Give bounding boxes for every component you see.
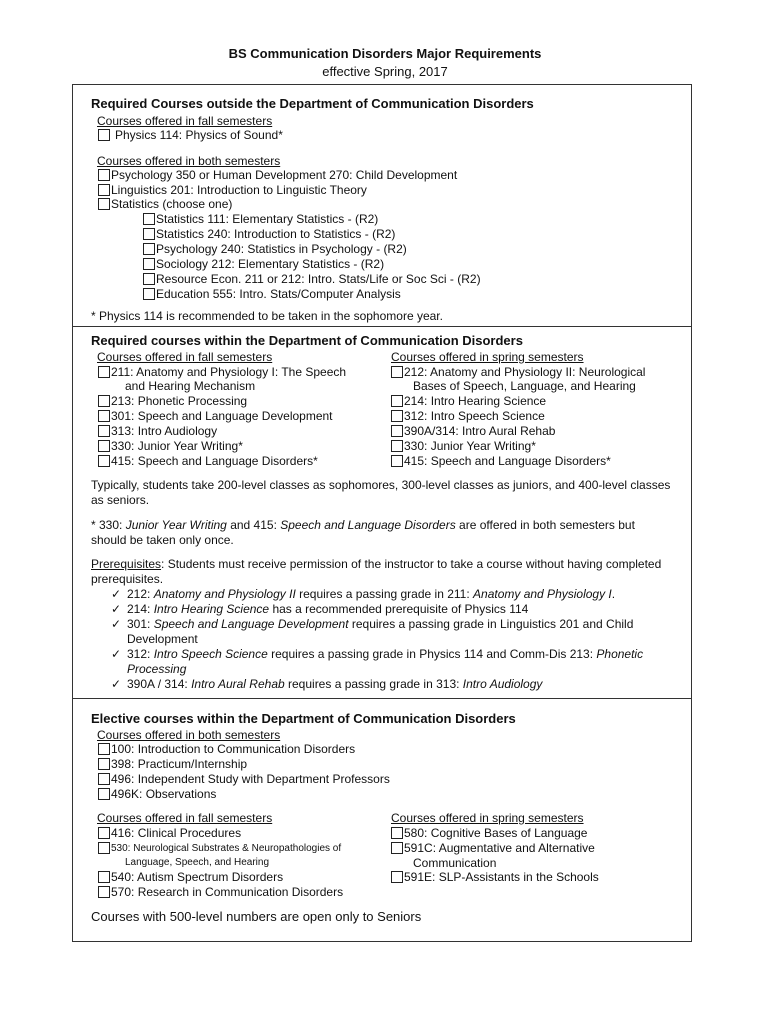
checkbox[interactable]	[143, 273, 155, 285]
checkbox[interactable]	[98, 425, 110, 437]
course-item: 580: Cognitive Bases of Language	[404, 826, 588, 840]
checkbox[interactable]	[391, 871, 403, 883]
elective-both-label: Courses offered in both semesters	[97, 728, 281, 742]
course-item: 591E: SLP-Assistants in the Schools	[404, 870, 599, 884]
course-item: 312: Intro Speech Science	[404, 409, 545, 423]
within-fall-label: Courses offered in fall semesters	[97, 350, 273, 364]
typically-note: Typically, students take 200-level classes as sophomores, 300-level classes as juniors, and 400-level classes as seniors.	[91, 478, 671, 507]
checkbox[interactable]	[143, 258, 155, 270]
course-item-cont: Language, Speech, and Hearing	[125, 857, 270, 868]
course-item: 211: Anatomy and Physiology I: The Speech	[111, 365, 347, 379]
checkbox[interactable]	[98, 184, 110, 196]
checkbox[interactable]	[391, 395, 403, 407]
checkbox[interactable]	[98, 758, 110, 770]
stats-item: Education 555: Intro. Stats/Computer Analysis	[156, 287, 401, 301]
elective-heading: Elective courses within the Department of Communication Disorders	[91, 711, 516, 726]
course-item: 530: Neurological Substrates & Neuropathologies of	[111, 843, 342, 854]
course-item: 540: Autism Spectrum Disorders	[111, 870, 284, 884]
once-note: * 330: Junior Year Writing and 415: Speech and Language Disorders are offered in both semesters but should be taken only once.	[91, 518, 635, 547]
checkbox[interactable]	[391, 410, 403, 422]
prereq-note: Prerequisites: Students must receive permission of the instructor to take a course without having completed prerequisites.	[91, 557, 662, 586]
course-item: 212: Anatomy and Physiology II: Neurological	[404, 365, 646, 379]
course-item: 570: Research in Communication Disorders	[111, 885, 344, 899]
seniors-note: Courses with 500-level numbers are open only to Seniors	[91, 909, 422, 924]
page-title: BS Communication Disorders Major Requirements	[228, 46, 542, 61]
course-item: 496K: Observations	[111, 787, 217, 801]
elective-fall-label: Courses offered in fall semesters	[97, 811, 273, 825]
prereq-item: 301: Speech and Language Development requires a passing grade in Linguistics 201 and Child Development	[127, 617, 634, 646]
checkbox[interactable]	[98, 410, 110, 422]
checkbox[interactable]	[391, 440, 403, 452]
check-icon: ✓	[111, 587, 122, 601]
check-icon: ✓	[111, 647, 122, 661]
checkbox[interactable]	[98, 773, 110, 785]
outside-heading: Required Courses outside the Department of Communication Disorders	[91, 96, 534, 111]
course-item: 100: Introduction to Communication Disorders	[111, 742, 356, 756]
checkbox[interactable]	[98, 395, 110, 407]
checkbox[interactable]	[98, 440, 110, 452]
checkbox[interactable]	[98, 743, 110, 755]
course-item: 313: Intro Audiology	[111, 424, 218, 438]
elective-spring-label: Courses offered in spring semesters	[391, 811, 584, 825]
prereq-item: 390A / 314: Intro Aural Rehab requires a passing grade in 313: Intro Audiology	[127, 677, 543, 691]
check-icon: ✓	[111, 677, 122, 691]
course-item-cont: Communication	[413, 856, 497, 870]
course-item: Psychology 350 or Human Development 270: Child Development	[111, 168, 458, 182]
checkbox[interactable]	[98, 366, 110, 378]
stats-item: Statistics 240: Introduction to Statistics - (R2)	[156, 227, 396, 241]
within-spring-label: Courses offered in spring semesters	[391, 350, 584, 364]
checkbox[interactable]	[98, 198, 110, 210]
checkbox[interactable]	[391, 366, 403, 378]
checkbox[interactable]	[143, 213, 155, 225]
section-divider	[72, 326, 692, 327]
page-subtitle: effective Spring, 2017	[322, 64, 448, 79]
check-icon: ✓	[111, 602, 122, 616]
checkbox[interactable]	[98, 129, 110, 141]
course-item: 330: Junior Year Writing*	[111, 439, 243, 453]
checkbox[interactable]	[98, 827, 110, 839]
course-item: 214: Intro Hearing Science	[404, 394, 547, 408]
prereq-item: 212: Anatomy and Physiology II requires a passing grade in 211: Anatomy and Physiology I.	[127, 587, 616, 601]
checkbox[interactable]	[391, 842, 403, 854]
course-item: 415: Speech and Language Disorders*	[111, 454, 318, 468]
course-item: Statistics (choose one)	[111, 197, 233, 211]
checkbox[interactable]	[391, 425, 403, 437]
checkbox[interactable]	[391, 827, 403, 839]
physics-note: * Physics 114 is recommended to be taken in the sophomore year.	[91, 309, 443, 323]
course-item: Linguistics 201: Introduction to Linguistic Theory	[111, 183, 367, 197]
checkbox[interactable]	[98, 842, 110, 854]
within-heading: Required courses within the Department of Communication Disorders	[91, 333, 523, 348]
checkbox[interactable]	[98, 455, 110, 467]
checkbox[interactable]	[391, 455, 403, 467]
course-item-cont: and Hearing Mechanism	[125, 379, 256, 393]
course-item: 591C: Augmentative and Alternative	[404, 841, 595, 855]
course-item-cont: Bases of Speech, Language, and Hearing	[413, 379, 636, 393]
checkbox[interactable]	[143, 243, 155, 255]
checkbox[interactable]	[98, 886, 110, 898]
checkbox[interactable]	[98, 788, 110, 800]
section-divider	[72, 698, 692, 699]
course-item: 390A/314: Intro Aural Rehab	[404, 424, 556, 438]
course-item: Physics 114: Physics of Sound*	[115, 128, 283, 142]
checkbox[interactable]	[143, 228, 155, 240]
stats-item: Sociology 212: Elementary Statistics - (R2)	[156, 257, 385, 271]
checkbox[interactable]	[143, 288, 155, 300]
prereq-item: 214: Intro Hearing Science has a recommended prerequisite of Physics 114	[127, 602, 529, 616]
stats-item: Resource Econ. 211 or 212: Intro. Stats/Life or Soc Sci - (R2)	[156, 272, 481, 286]
course-item: 415: Speech and Language Disorders*	[404, 454, 611, 468]
course-item: 213: Phonetic Processing	[111, 394, 248, 408]
checkbox[interactable]	[98, 169, 110, 181]
outside-both-label: Courses offered in both semesters	[97, 154, 281, 168]
course-item: 301: Speech and Language Development	[111, 409, 333, 423]
course-item: 398: Practicum/Internship	[111, 757, 248, 771]
check-icon: ✓	[111, 617, 122, 631]
stats-item: Psychology 240: Statistics in Psychology - (R2)	[156, 242, 407, 256]
prereq-item: 312: Intro Speech Science requires a passing grade in Physics 114 and Comm-Dis 213: Phonetic Processing	[127, 647, 644, 676]
outside-fall-label: Courses offered in fall semesters	[97, 114, 273, 128]
stats-item: Statistics 111: Elementary Statistics - (R2)	[156, 212, 379, 226]
course-item: 496: Independent Study with Department Professors	[111, 772, 390, 786]
course-item: 416: Clinical Procedures	[111, 826, 242, 840]
course-item: 330: Junior Year Writing*	[404, 439, 536, 453]
checkbox[interactable]	[98, 871, 110, 883]
